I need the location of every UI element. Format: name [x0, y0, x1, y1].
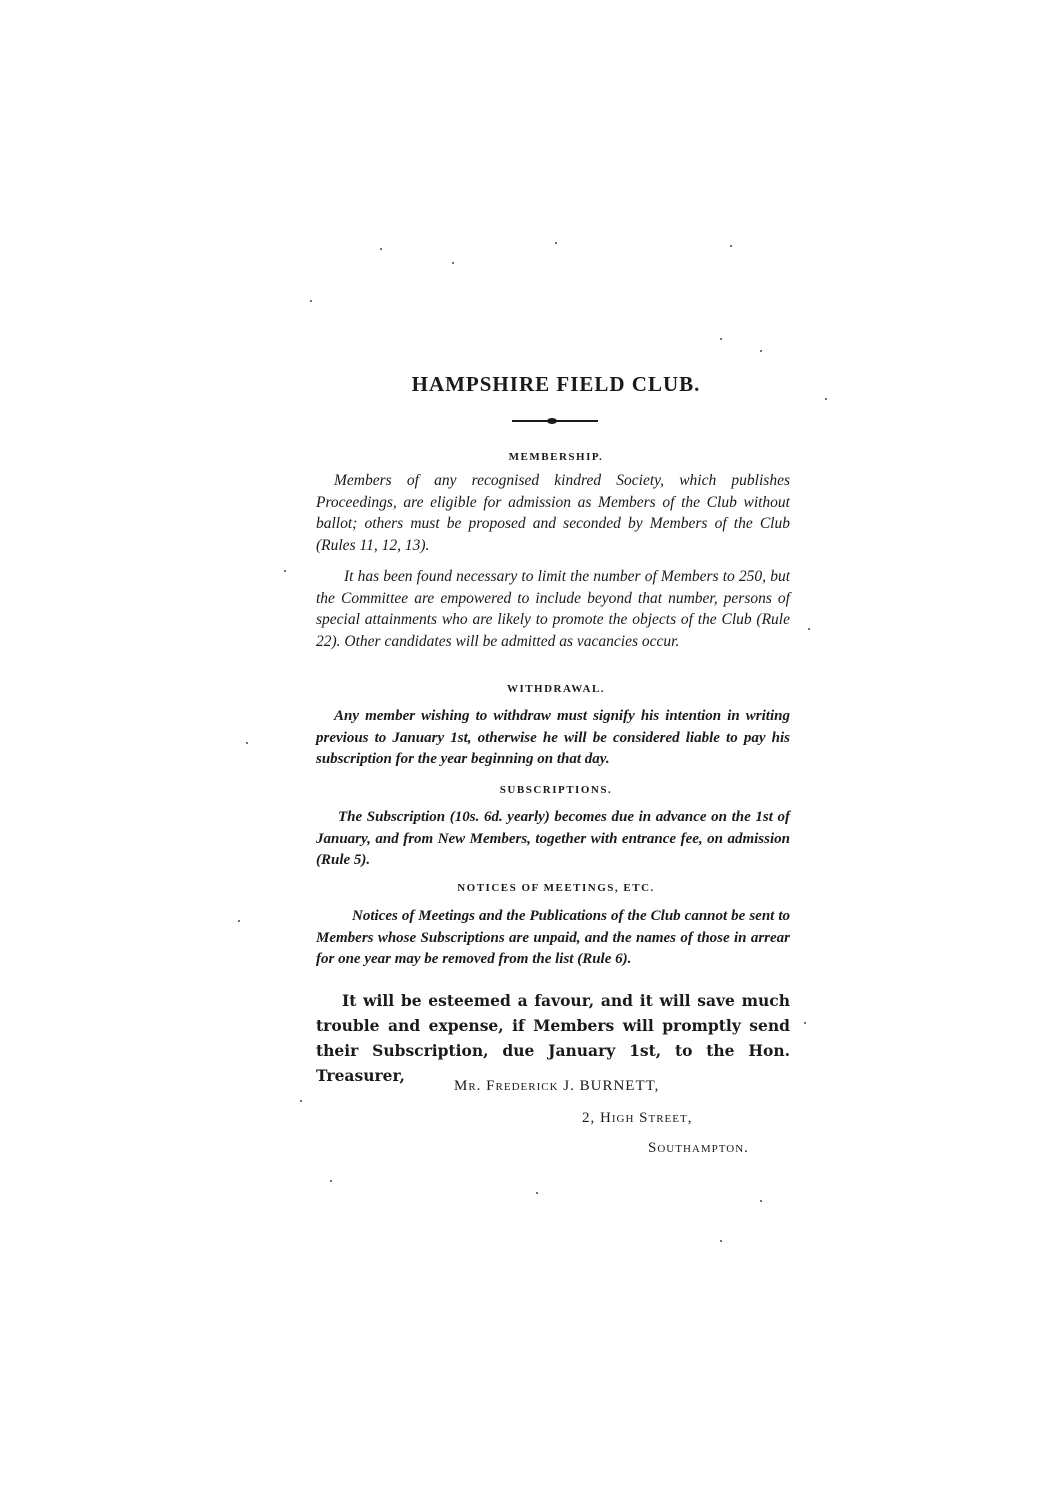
heading-notices: NOTICES OF MEETINGS, ETC.	[457, 882, 655, 894]
scan-speck	[310, 300, 312, 302]
treasurer-street: 2, High Street,	[582, 1110, 693, 1126]
paragraph-withdrawal: Any member wishing to withdraw must signify his intention in writing previous to January 1st, otherwise he will be considered liable to pay his subscription for the year beginning on that day.	[316, 708, 790, 767]
scan-speck	[720, 1240, 722, 1242]
scan-speck	[330, 1180, 332, 1182]
scan-speck	[720, 338, 722, 340]
treasurer-name: Mr. Frederick J. BURNETT,	[454, 1078, 660, 1094]
scan-speck	[536, 1192, 538, 1194]
scan-speck	[555, 242, 557, 244]
treasurer-notice: It will be esteemed a favour, and it will save much trouble and expense, if Members will promptly send their Subscription, due January 1st, to the Hon. Treasurer,	[316, 991, 790, 1085]
heading-subscriptions: SUBSCRIPTIONS.	[499, 784, 613, 796]
treasurer-town: Southampton.	[648, 1140, 749, 1156]
scan-speck	[808, 628, 810, 630]
divider-ornament	[547, 418, 557, 424]
scan-speck	[760, 1200, 762, 1202]
page-title: HAMPSHIRE FIELD CLUB.	[411, 372, 701, 396]
scan-speck	[246, 742, 248, 744]
scan-speck	[284, 570, 286, 572]
scan-speck	[804, 1022, 806, 1024]
paragraph-subscriptions: The Subscription (10s. 6d. yearly) becomes due in advance on the 1st of January, and from New Members, together with entrance fee, on admission (Rule 5).	[316, 809, 790, 868]
scan-speck	[825, 398, 827, 400]
heading-membership: MEMBERSHIP.	[508, 451, 604, 463]
heading-withdrawal: WITHDRAWAL.	[506, 683, 606, 695]
paragraph-notices: Notices of Meetings and the Publications of the Club cannot be sent to Members whose Subscriptions are unpaid, and the names of those in arrear for one year may be removed from the list (Rule 6).	[316, 908, 790, 967]
scan-speck	[760, 350, 762, 352]
scan-speck	[380, 248, 382, 250]
paragraph-membership-2: It has been found necessary to limit the number of Members to 250, but the Committee are empowered to include beyond that number, persons of special attainments who are likely to promote the objects of the Club (Rule 22). Other candidates will be admitted as vacancies occur.	[316, 568, 790, 650]
scan-speck	[452, 262, 454, 264]
paragraph-membership-1: Members of any recognised kindred Society, which publishes Proceedings, are eligible for admission as Members of the Club without ballot; others must be proposed and seconded by Members of the Club (Rules 11, 12, 13).	[316, 472, 790, 554]
scan-speck	[730, 245, 732, 247]
scan-speck	[238, 920, 240, 922]
scan-speck	[300, 1100, 302, 1102]
